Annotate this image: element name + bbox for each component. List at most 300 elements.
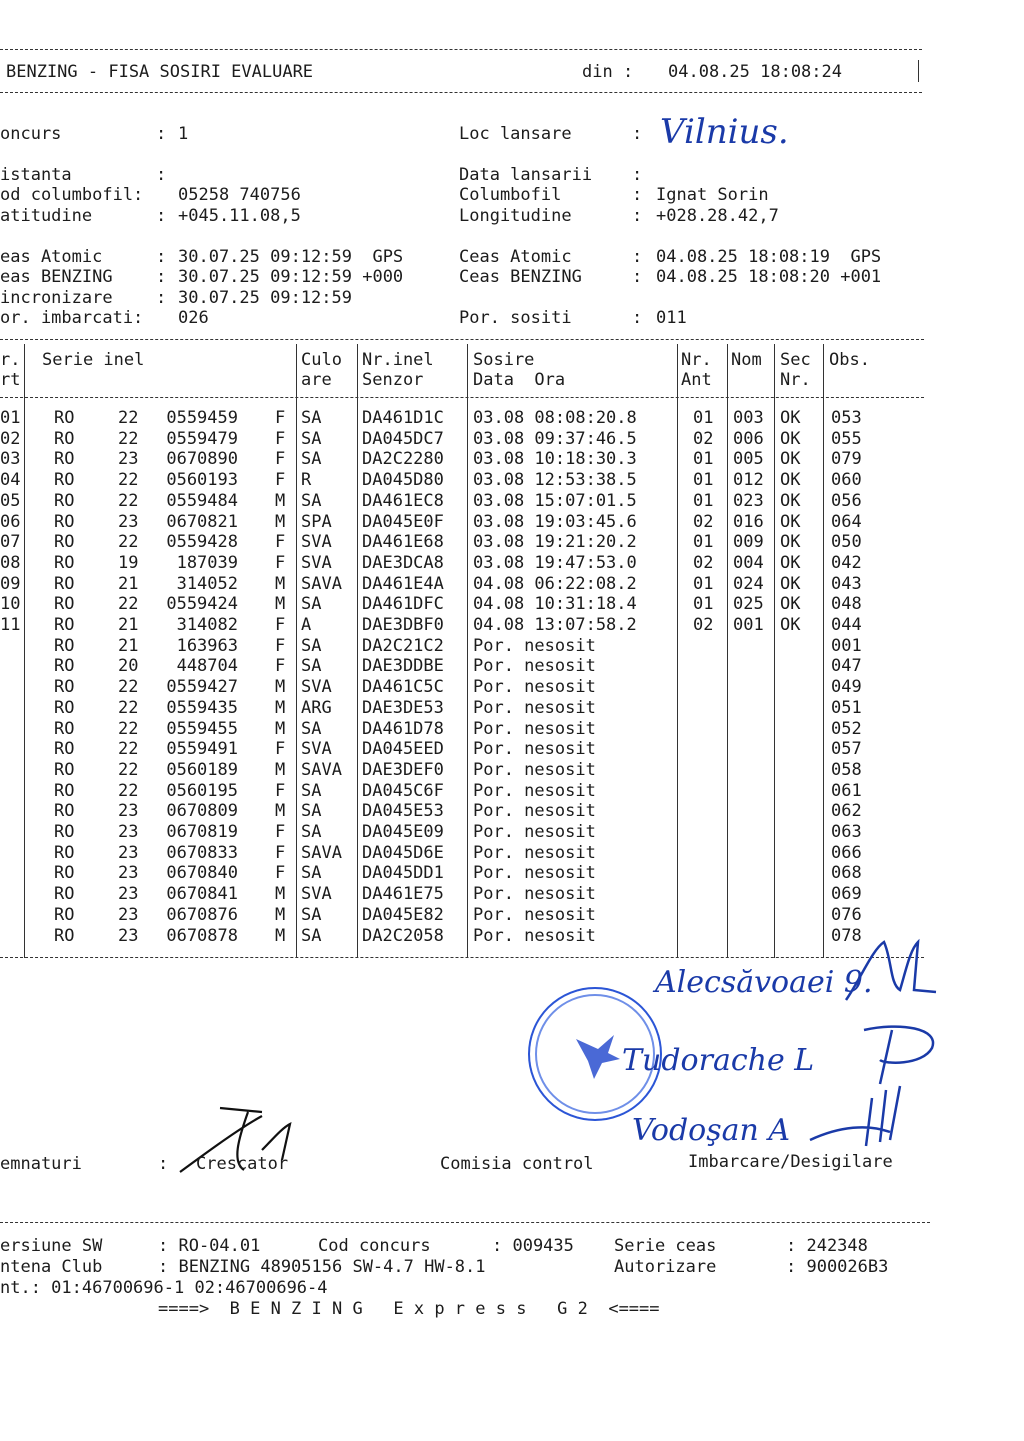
info-left-value: 1 bbox=[178, 124, 189, 144]
info-right-colon: : bbox=[632, 267, 643, 287]
info-right-colon: : bbox=[632, 308, 643, 328]
col-sosire-header-1: Sosire bbox=[473, 350, 535, 370]
cell-sec: OK bbox=[780, 573, 801, 594]
col-inel-header-1: Nr.inel bbox=[362, 350, 434, 370]
cell-ring: 0559427 bbox=[166, 677, 238, 698]
cell-year: 22 bbox=[118, 428, 139, 449]
cell-sex: F bbox=[275, 780, 286, 801]
info-right-label: Columbofil bbox=[459, 185, 562, 205]
cell-year: 19 bbox=[118, 552, 139, 573]
cell-sosire: Por. nesosit bbox=[473, 925, 596, 946]
cell-sex: M bbox=[275, 697, 286, 718]
col-sep-1 bbox=[24, 344, 25, 958]
info-right-colon: : bbox=[632, 206, 643, 226]
cell-obs: 047 bbox=[831, 656, 862, 677]
cell-sex: M bbox=[275, 801, 286, 822]
cell-obs: 057 bbox=[831, 739, 862, 760]
cell-color: SA bbox=[301, 428, 322, 449]
cell-sensor: DA461E75 bbox=[362, 884, 444, 905]
launch-location-handwritten: Vilnius. bbox=[660, 112, 789, 152]
cell-year: 23 bbox=[118, 801, 139, 822]
cell-ant: 01 bbox=[693, 594, 714, 615]
cell-country: RO bbox=[54, 635, 75, 656]
cell-sosire: Por. nesosit bbox=[473, 739, 596, 760]
cell-color: SAVA bbox=[301, 573, 342, 594]
footer-cod-value: : 009435 bbox=[492, 1236, 574, 1256]
cell-sensor: DAE3DBF0 bbox=[362, 615, 444, 635]
cell-color: SVA bbox=[301, 884, 332, 905]
cell-sosire: 03.08 09:37:46.5 bbox=[473, 428, 637, 449]
signature-imbarcare-label: Imbarcare/Desigilare bbox=[688, 1152, 893, 1172]
cell-ring: 0559479 bbox=[166, 428, 238, 449]
info-right-colon: : bbox=[632, 247, 643, 267]
cell-sex: F bbox=[275, 822, 286, 842]
footer-serie-label: Serie ceas bbox=[614, 1236, 717, 1256]
cell-year: 20 bbox=[118, 656, 139, 677]
cell-country: RO bbox=[54, 470, 75, 491]
cell-ring: 187039 bbox=[176, 552, 238, 573]
header-right-bar bbox=[918, 60, 919, 82]
cell-ring: 0670840 bbox=[166, 863, 238, 884]
cell-rank: 10 bbox=[0, 594, 21, 615]
info-left-label: eas Atomic bbox=[0, 247, 103, 267]
header-bottom-rule bbox=[0, 92, 922, 93]
cell-sex: M bbox=[275, 925, 286, 946]
cell-sensor: DA2C21C2 bbox=[362, 635, 444, 656]
cell-obs: 042 bbox=[831, 552, 862, 573]
cell-ring: 0559484 bbox=[166, 490, 238, 511]
info-right-value: 011 bbox=[656, 308, 687, 328]
cell-sensor: DA461E68 bbox=[362, 532, 444, 553]
col-sep-8 bbox=[823, 344, 824, 958]
cell-rank: 05 bbox=[0, 490, 21, 511]
cell-color: SA bbox=[301, 635, 322, 656]
cell-sensor: DA461D1C bbox=[362, 408, 444, 428]
cell-year: 21 bbox=[118, 573, 139, 594]
cell-sosire: 03.08 19:47:53.0 bbox=[473, 552, 637, 573]
cell-obs: 056 bbox=[831, 490, 862, 511]
cell-country: RO bbox=[54, 552, 75, 573]
cell-nom: 006 bbox=[733, 428, 764, 449]
cell-sosire: Por. nesosit bbox=[473, 842, 596, 863]
cell-nom: 001 bbox=[733, 615, 764, 635]
cell-country: RO bbox=[54, 594, 75, 615]
col-rank-header-2: rt bbox=[0, 370, 21, 390]
table-top-rule bbox=[0, 339, 924, 340]
footer-autor-label: Autorizare bbox=[614, 1257, 717, 1277]
cell-color: R bbox=[301, 470, 312, 491]
info-left-value: 026 bbox=[178, 308, 209, 328]
cell-sec: OK bbox=[780, 511, 801, 532]
table-header-rule bbox=[0, 397, 924, 398]
cell-year: 23 bbox=[118, 449, 139, 470]
cell-color: SAVA bbox=[301, 759, 342, 780]
cell-ring: 314052 bbox=[176, 573, 238, 594]
info-left-colon: : bbox=[156, 288, 167, 308]
cell-country: RO bbox=[54, 615, 75, 635]
cell-sensor: DAE3DDBE bbox=[362, 656, 444, 677]
cell-sosire: Por. nesosit bbox=[473, 863, 596, 884]
cell-sosire: Por. nesosit bbox=[473, 697, 596, 718]
col-inel-header-2: Senzor bbox=[362, 370, 424, 390]
info-right-colon: : bbox=[632, 124, 643, 144]
info-left-colon: : bbox=[156, 206, 167, 226]
cell-obs: 069 bbox=[831, 884, 862, 905]
cell-rank: 02 bbox=[0, 428, 21, 449]
info-right-label: Ceas BENZING bbox=[459, 267, 582, 287]
cell-nom: 009 bbox=[733, 532, 764, 553]
info-right-label: Ceas Atomic bbox=[459, 247, 572, 267]
cell-sensor: DA045DD1 bbox=[362, 863, 444, 884]
cell-country: RO bbox=[54, 656, 75, 677]
signatures-label: emnaturi bbox=[0, 1154, 82, 1174]
col-nom-header: Nom bbox=[731, 350, 762, 370]
cell-obs: 055 bbox=[831, 428, 862, 449]
info-right-label: Data lansarii bbox=[459, 165, 593, 185]
info-right-value: Ignat Sorin bbox=[656, 185, 769, 205]
info-right-label: Longitudine bbox=[459, 206, 572, 226]
cell-year: 21 bbox=[118, 635, 139, 656]
cell-rank: 07 bbox=[0, 532, 21, 553]
cell-sex: M bbox=[275, 884, 286, 905]
info-left-value: 30.07.25 09:12:59 bbox=[178, 288, 352, 308]
cell-sosire: 04.08 13:07:58.2 bbox=[473, 615, 637, 635]
cell-ant: 02 bbox=[693, 552, 714, 573]
signature-comisia-label: Comisia control bbox=[440, 1154, 594, 1174]
cell-sex: M bbox=[275, 759, 286, 780]
col-sep-6 bbox=[727, 344, 728, 958]
cell-color: ARG bbox=[301, 697, 332, 718]
cell-color: SVA bbox=[301, 739, 332, 760]
footer-serie-value: : 242348 bbox=[786, 1236, 868, 1256]
cell-ring: 0670878 bbox=[166, 925, 238, 946]
cell-sosire: 03.08 12:53:38.5 bbox=[473, 470, 637, 491]
cell-sec: OK bbox=[780, 428, 801, 449]
cell-sec: OK bbox=[780, 449, 801, 470]
cell-country: RO bbox=[54, 573, 75, 594]
cell-country: RO bbox=[54, 780, 75, 801]
cell-country: RO bbox=[54, 449, 75, 470]
cell-country: RO bbox=[54, 925, 75, 946]
cell-ring: 0670841 bbox=[166, 884, 238, 905]
cell-rank: 06 bbox=[0, 511, 21, 532]
col-sosire-header-2: Data Ora bbox=[473, 370, 566, 390]
cell-obs: 044 bbox=[831, 615, 862, 635]
cell-rank: 03 bbox=[0, 449, 21, 470]
cell-ring: 0559491 bbox=[166, 739, 238, 760]
footer-rule bbox=[0, 1222, 930, 1223]
cell-sensor: DA461D78 bbox=[362, 718, 444, 739]
cell-color: SA bbox=[301, 925, 322, 946]
cell-sosire: 03.08 08:08:20.8 bbox=[473, 408, 637, 428]
cell-obs: 048 bbox=[831, 594, 862, 615]
cell-year: 22 bbox=[118, 739, 139, 760]
col-sep-5 bbox=[677, 344, 678, 958]
cell-rank: 08 bbox=[0, 552, 21, 573]
cell-year: 22 bbox=[118, 490, 139, 511]
cell-ant: 01 bbox=[693, 532, 714, 553]
cell-ring: 0559459 bbox=[166, 408, 238, 428]
col-culoare-header-2: are bbox=[301, 370, 332, 390]
info-left-label: incronizare bbox=[0, 288, 113, 308]
cell-sosire: 03.08 15:07:01.5 bbox=[473, 490, 637, 511]
cell-nom: 003 bbox=[733, 408, 764, 428]
cell-ring: 0560193 bbox=[166, 470, 238, 491]
col-rank-header-1: r. bbox=[0, 350, 21, 370]
cell-ring: 0670809 bbox=[166, 801, 238, 822]
cell-ant: 02 bbox=[693, 428, 714, 449]
cell-sosire: Por. nesosit bbox=[473, 656, 596, 677]
cell-sec: OK bbox=[780, 615, 801, 635]
cell-sosire: Por. nesosit bbox=[473, 904, 596, 925]
cell-color: SA bbox=[301, 822, 322, 842]
info-left-colon: : bbox=[156, 247, 167, 267]
cell-sosire: Por. nesosit bbox=[473, 718, 596, 739]
info-right-value: +028.28.42,7 bbox=[656, 206, 779, 226]
footer-antena-label: ntena Club bbox=[0, 1257, 103, 1277]
header-din-value: 04.08.25 18:08:24 bbox=[668, 62, 842, 82]
cell-sec: OK bbox=[780, 552, 801, 573]
cell-color: SPA bbox=[301, 511, 332, 532]
cell-obs: 043 bbox=[831, 573, 862, 594]
cell-sensor: DA045C6F bbox=[362, 780, 444, 801]
cell-sec: OK bbox=[780, 408, 801, 428]
cell-color: SA bbox=[301, 863, 322, 884]
cell-year: 22 bbox=[118, 532, 139, 553]
cell-obs: 053 bbox=[831, 408, 862, 428]
cell-country: RO bbox=[54, 428, 75, 449]
cell-year: 22 bbox=[118, 594, 139, 615]
cell-sex: F bbox=[275, 428, 286, 449]
cell-sensor: DA045E53 bbox=[362, 801, 444, 822]
cell-year: 23 bbox=[118, 511, 139, 532]
footer-sw-label: ersiune SW bbox=[0, 1236, 103, 1256]
cell-year: 23 bbox=[118, 925, 139, 946]
info-left-label: atitudine bbox=[0, 206, 93, 226]
info-right-label: Loc lansare bbox=[459, 124, 572, 144]
header-din-label: din : bbox=[582, 62, 634, 82]
cell-nom: 016 bbox=[733, 511, 764, 532]
cell-sensor: DA045D6E bbox=[362, 842, 444, 863]
cell-country: RO bbox=[54, 408, 75, 428]
col-sep-2 bbox=[296, 344, 297, 958]
cell-obs: 051 bbox=[831, 697, 862, 718]
info-left-colon: : bbox=[156, 124, 167, 144]
cell-obs: 064 bbox=[831, 511, 862, 532]
info-left-label: istanta bbox=[0, 165, 72, 185]
col-sec-header-2: Nr. bbox=[780, 370, 811, 390]
cell-country: RO bbox=[54, 677, 75, 698]
cell-obs: 061 bbox=[831, 780, 862, 801]
cell-sex: F bbox=[275, 532, 286, 553]
cell-sex: M bbox=[275, 490, 286, 511]
table-bottom-rule bbox=[0, 957, 924, 958]
cell-color: A bbox=[301, 615, 312, 635]
cell-color: SVA bbox=[301, 532, 332, 553]
cell-ant: 01 bbox=[693, 573, 714, 594]
cell-sex: F bbox=[275, 615, 286, 635]
cell-year: 23 bbox=[118, 863, 139, 884]
footer-brand: ====> B E N Z I N G E x p r e s s G 2 <==== bbox=[158, 1299, 660, 1319]
cell-sex: M bbox=[275, 594, 286, 615]
cell-year: 23 bbox=[118, 842, 139, 863]
cell-sensor: DA045EED bbox=[362, 739, 444, 760]
cell-sex: M bbox=[275, 573, 286, 594]
cell-sosire: 03.08 10:18:30.3 bbox=[473, 449, 637, 470]
info-left-colon: : bbox=[156, 165, 167, 185]
info-left-label: od columbofil: bbox=[0, 185, 144, 205]
cell-nom: 024 bbox=[733, 573, 764, 594]
footer-antenna-ids: nt.: 01:46700696-1 02:46700696-4 bbox=[0, 1278, 328, 1298]
cell-ant: 01 bbox=[693, 449, 714, 470]
header-top-rule bbox=[0, 49, 922, 50]
cell-sosire: 04.08 06:22:08.2 bbox=[473, 573, 637, 594]
cell-country: RO bbox=[54, 884, 75, 905]
cell-color: SA bbox=[301, 801, 322, 822]
cell-rank: 09 bbox=[0, 573, 21, 594]
cell-sec: OK bbox=[780, 470, 801, 491]
footer-cod-label: Cod concurs bbox=[318, 1236, 431, 1256]
cell-ring: 0560195 bbox=[166, 780, 238, 801]
cell-sex: F bbox=[275, 635, 286, 656]
cell-obs: 049 bbox=[831, 677, 862, 698]
cell-sec: OK bbox=[780, 490, 801, 511]
cell-ring: 0670819 bbox=[166, 822, 238, 842]
header-title: BENZING - FISA SOSIRI EVALUARE bbox=[6, 62, 314, 82]
cell-country: RO bbox=[54, 759, 75, 780]
cell-ring: 163963 bbox=[176, 635, 238, 656]
signature-handwriting-2: Tudorache L bbox=[622, 1043, 815, 1078]
cell-year: 23 bbox=[118, 904, 139, 925]
cell-sosire: 03.08 19:03:45.6 bbox=[473, 511, 637, 532]
cell-rank: 04 bbox=[0, 470, 21, 491]
cell-sex: M bbox=[275, 904, 286, 925]
cell-obs: 068 bbox=[831, 863, 862, 884]
cell-ring: 0559428 bbox=[166, 532, 238, 553]
cell-nom: 012 bbox=[733, 470, 764, 491]
cell-year: 22 bbox=[118, 470, 139, 491]
cell-color: SA bbox=[301, 408, 322, 428]
cell-sensor: DA045E0F bbox=[362, 511, 444, 532]
cell-sosire: Por. nesosit bbox=[473, 677, 596, 698]
cell-year: 21 bbox=[118, 615, 139, 635]
cell-ring: 0559424 bbox=[166, 594, 238, 615]
cell-country: RO bbox=[54, 532, 75, 553]
cell-sosire: 03.08 19:21:20.2 bbox=[473, 532, 637, 553]
cell-sensor: DA461C5C bbox=[362, 677, 444, 698]
info-left-value: 30.07.25 09:12:59 GPS bbox=[178, 247, 404, 267]
cell-sex: F bbox=[275, 552, 286, 573]
cell-sex: F bbox=[275, 739, 286, 760]
cell-sensor: DA045E82 bbox=[362, 904, 444, 925]
cell-sex: M bbox=[275, 511, 286, 532]
cell-sex: F bbox=[275, 863, 286, 884]
cell-color: SA bbox=[301, 780, 322, 801]
cell-rank: 11 bbox=[0, 615, 21, 635]
cell-sec: OK bbox=[780, 532, 801, 553]
info-right-value: 04.08.25 18:08:20 +001 bbox=[656, 267, 882, 287]
cell-obs: 076 bbox=[831, 904, 862, 925]
col-obs-header: Obs. bbox=[829, 350, 870, 370]
signature-handwriting-1: Alecsăvoaei 9. bbox=[655, 965, 873, 1000]
info-right-colon: : bbox=[632, 185, 643, 205]
footer-sw-value: : RO-04.01 bbox=[158, 1236, 261, 1256]
col-sep-4 bbox=[467, 344, 468, 958]
cell-obs: 058 bbox=[831, 759, 862, 780]
cell-year: 23 bbox=[118, 822, 139, 842]
cell-obs: 060 bbox=[831, 470, 862, 491]
col-sec-header-1: Sec bbox=[780, 350, 811, 370]
cell-ant: 01 bbox=[693, 408, 714, 428]
cell-country: RO bbox=[54, 511, 75, 532]
info-right-value: 04.08.25 18:08:19 GPS bbox=[656, 247, 882, 267]
cell-sensor: DA2C2280 bbox=[362, 449, 444, 470]
cell-sex: F bbox=[275, 449, 286, 470]
info-left-value: 30.07.25 09:12:59 +000 bbox=[178, 267, 404, 287]
cell-year: 22 bbox=[118, 408, 139, 428]
cell-country: RO bbox=[54, 718, 75, 739]
cell-sex: F bbox=[275, 656, 286, 677]
signature-handwriting-3: Vodoşan A bbox=[632, 1113, 791, 1148]
cell-year: 23 bbox=[118, 884, 139, 905]
cell-sosire: Por. nesosit bbox=[473, 822, 596, 842]
cell-sensor: DAE3DCA8 bbox=[362, 552, 444, 573]
cell-nom: 025 bbox=[733, 594, 764, 615]
cell-color: SA bbox=[301, 904, 322, 925]
cell-nom: 004 bbox=[733, 552, 764, 573]
cell-ring: 0560189 bbox=[166, 759, 238, 780]
cell-sensor: DA2C2058 bbox=[362, 925, 444, 946]
cell-sex: F bbox=[275, 470, 286, 491]
cell-sensor: DAE3DEF0 bbox=[362, 759, 444, 780]
cell-ring: 0670890 bbox=[166, 449, 238, 470]
cell-country: RO bbox=[54, 739, 75, 760]
cell-sex: F bbox=[275, 842, 286, 863]
cell-nom: 023 bbox=[733, 490, 764, 511]
col-serie-header: Serie inel bbox=[42, 350, 145, 370]
cell-sex: M bbox=[275, 718, 286, 739]
cell-sosire: Por. nesosit bbox=[473, 635, 596, 656]
col-sep-3 bbox=[357, 344, 358, 958]
cell-nom: 005 bbox=[733, 449, 764, 470]
cell-country: RO bbox=[54, 697, 75, 718]
cell-obs: 066 bbox=[831, 842, 862, 863]
cell-sosire: Por. nesosit bbox=[473, 884, 596, 905]
cell-obs: 079 bbox=[831, 449, 862, 470]
cell-color: SA bbox=[301, 656, 322, 677]
cell-sensor: DA045DC7 bbox=[362, 428, 444, 449]
info-right-colon: : bbox=[632, 165, 643, 185]
cell-country: RO bbox=[54, 801, 75, 822]
signatures-colon: : bbox=[158, 1154, 169, 1174]
cell-sensor: DA461E4A bbox=[362, 573, 444, 594]
cell-color: SVA bbox=[301, 552, 332, 573]
cell-ring: 0670833 bbox=[166, 842, 238, 863]
cell-ring: 314082 bbox=[176, 615, 238, 635]
cell-ring: 448704 bbox=[176, 656, 238, 677]
cell-year: 22 bbox=[118, 780, 139, 801]
cell-obs: 078 bbox=[831, 925, 862, 946]
cell-sensor: DA045D80 bbox=[362, 470, 444, 491]
cell-sensor: DA461EC8 bbox=[362, 490, 444, 511]
cell-sec: OK bbox=[780, 594, 801, 615]
footer-autor-value: : 900026B3 bbox=[786, 1257, 889, 1277]
cell-color: SA bbox=[301, 594, 322, 615]
cell-ring: 0559435 bbox=[166, 697, 238, 718]
cell-year: 22 bbox=[118, 677, 139, 698]
col-ant-header-2: Ant bbox=[681, 370, 712, 390]
info-left-value: 05258 740756 bbox=[178, 185, 301, 205]
